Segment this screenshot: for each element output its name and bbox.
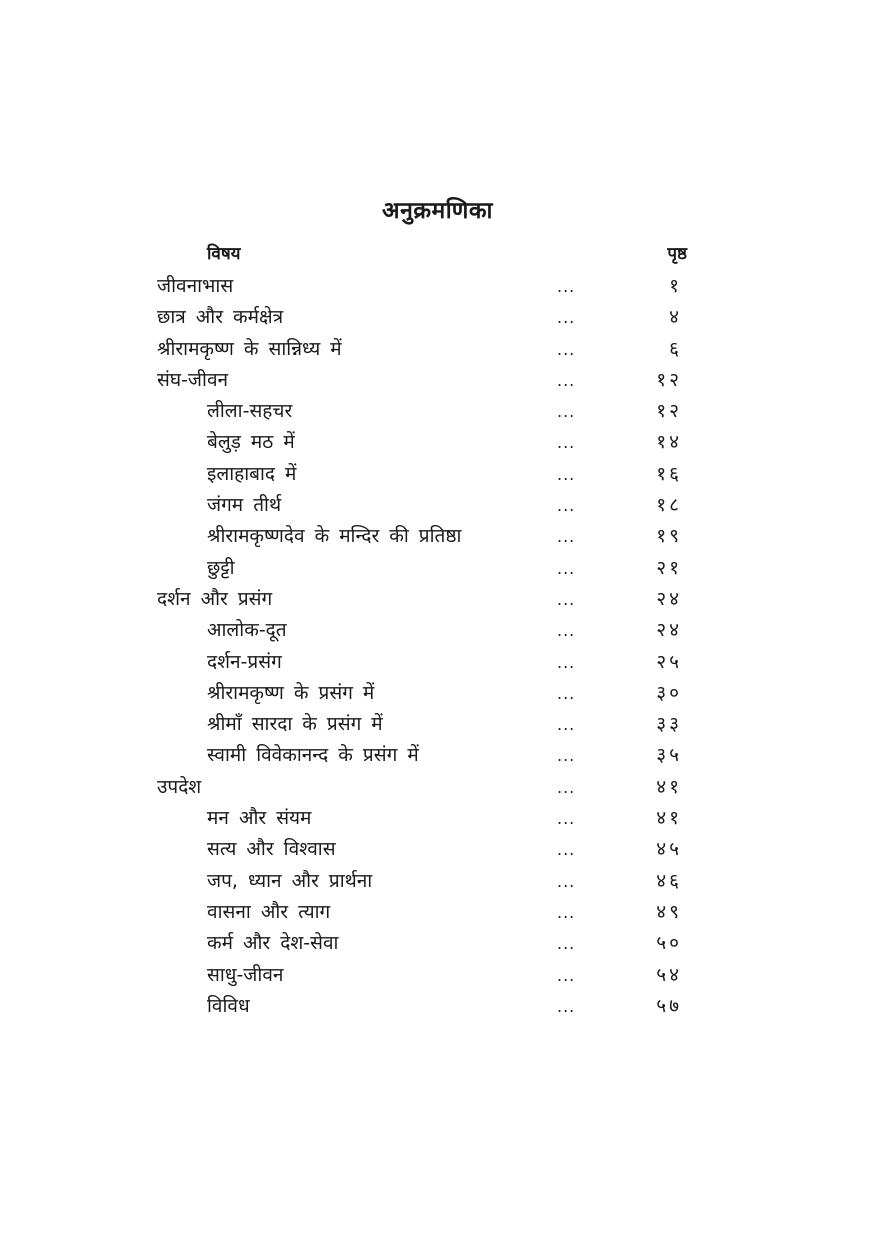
toc-entry-title: बेलुड़ मठ में [207, 431, 295, 454]
toc-page-number: ४ [669, 306, 682, 329]
toc-leader-dots: ... [557, 902, 576, 922]
toc-entry-title: संघ-जीवन [157, 368, 229, 391]
toc-page-number: १२ [656, 400, 682, 423]
toc-subentry [0, 834, 875, 865]
toc-entry-title: छुट्टी [207, 556, 235, 579]
toc-page-number: १९ [656, 525, 682, 548]
toc-leader-dots: ... [557, 996, 576, 1016]
toc-subentry [0, 427, 875, 458]
toc-page-number: २४ [656, 587, 682, 610]
toc-page-number: २१ [656, 556, 682, 579]
toc-page-number: ३३ [656, 713, 682, 736]
toc-entry-title: श्रीरामकृष्ण के सान्निध्य में [157, 337, 342, 360]
toc-leader-dots: ... [557, 652, 576, 672]
toc-subentry [0, 960, 875, 991]
toc-page-number: १२ [656, 368, 682, 391]
toc-subentry [0, 521, 875, 552]
toc-entry-title: श्रीमाँ सारदा के प्रसंग में [207, 713, 383, 736]
toc-page-number: ४५ [656, 838, 682, 861]
toc-leader-dots: ... [557, 496, 576, 516]
toc-leader-dots: ... [557, 433, 576, 453]
toc-subentry [0, 709, 875, 740]
toc-entry-title: उपदेश [157, 775, 202, 798]
toc-leader-dots: ... [557, 840, 576, 860]
subject-column-header: विषय [207, 244, 241, 264]
toc-leader-dots: ... [557, 308, 576, 328]
toc-page-number: ५४ [656, 963, 682, 986]
toc-entry-title: दर्शन और प्रसंग [157, 587, 273, 610]
toc-leader-dots: ... [557, 339, 576, 359]
toc-subentry [0, 897, 875, 928]
toc-leader-dots: ... [557, 277, 576, 296]
toc-page-number: १६ [656, 462, 682, 485]
page-column-header: पृष्ठ [667, 244, 687, 264]
toc-leader-dots: ... [557, 809, 576, 829]
toc-subentry [0, 991, 875, 1022]
toc-entry [0, 302, 875, 333]
toc-leader-dots: ... [557, 871, 576, 891]
toc-entry [0, 271, 875, 302]
toc-leader-dots: ... [557, 402, 576, 422]
toc-entry [0, 772, 875, 803]
toc-leader-dots: ... [557, 558, 576, 578]
toc-page-number: ३५ [656, 744, 682, 767]
toc-page-number: ४६ [656, 869, 682, 892]
toc-subentry [0, 459, 875, 490]
toc-entry-title: जंगम तीर्थ [207, 494, 282, 517]
toc-entry-title: जप, ध्यान और प्रार्थना [207, 869, 373, 892]
toc-leader-dots: ... [557, 746, 576, 766]
toc-entry-title: कर्म और देश-सेवा [207, 932, 339, 955]
toc-page-number: ५० [656, 932, 682, 955]
toc-subentry [0, 615, 875, 646]
toc-entry-title: सत्य और विश्वास [207, 838, 336, 861]
toc-page-number: ४१ [656, 775, 682, 798]
toc-subentry [0, 740, 875, 771]
toc-entry-title: साधु-जीवन [207, 963, 284, 986]
toc-entry [0, 365, 875, 396]
toc-entry-title: स्वामी विवेकानन्द के प्रसंग में [207, 744, 419, 767]
toc-entry-title: वासना और त्याग [207, 900, 331, 923]
toc-page-number: १ [669, 275, 682, 297]
toc-leader-dots: ... [557, 370, 576, 390]
toc-entry-title: आलोक-दूत [207, 619, 287, 642]
toc-subentry [0, 553, 875, 584]
toc-leader-dots: ... [557, 965, 576, 985]
toc-subentry [0, 928, 875, 959]
toc-page-number: ६ [669, 337, 682, 360]
toc-subentry [0, 647, 875, 678]
toc-entry [0, 584, 875, 615]
toc-page-number: ३० [656, 681, 682, 704]
table-of-contents [0, 271, 875, 1022]
toc-entry [0, 334, 875, 365]
toc-entry-title: श्रीरामकृष्णदेव के मन्दिर की प्रतिष्ठा [207, 525, 462, 548]
toc-page-number: १८ [656, 494, 682, 517]
toc-leader-dots: ... [557, 683, 576, 703]
toc-leader-dots: ... [557, 527, 576, 547]
toc-entry-title: मन और संयम [207, 807, 312, 830]
toc-page-number: ४९ [656, 900, 682, 923]
toc-subentry [0, 803, 875, 834]
toc-page-number: २४ [656, 619, 682, 642]
toc-page-number: ४१ [656, 807, 682, 830]
toc-page-number: १४ [656, 431, 682, 454]
toc-subentry [0, 678, 875, 709]
toc-leader-dots: ... [557, 777, 576, 797]
toc-entry-title: लीला-सहचर [207, 400, 293, 423]
toc-subentry [0, 866, 875, 897]
toc-leader-dots: ... [557, 464, 576, 484]
toc-leader-dots: ... [557, 715, 576, 735]
toc-subentry [0, 396, 875, 427]
toc-entry-title: इलाहाबाद में [207, 462, 297, 485]
toc-entry-title: छात्र और कर्मक्षेत्र [157, 306, 284, 329]
page-title: अनुक्रमणिका [382, 198, 493, 224]
toc-leader-dots: ... [557, 589, 576, 609]
toc-entry-title: विविध [207, 994, 250, 1017]
toc-subentry [0, 490, 875, 521]
toc-page-number: ५७ [656, 994, 682, 1017]
toc-entry-title: श्रीरामकृष्ण के प्रसंग में [207, 681, 375, 704]
toc-leader-dots: ... [557, 934, 576, 954]
toc-page-number: २५ [656, 650, 682, 673]
toc-entry-title: जीवनाभास [157, 275, 234, 297]
toc-header [0, 241, 875, 269]
toc-entry-title: दर्शन-प्रसंग [207, 650, 282, 673]
toc-leader-dots: ... [557, 621, 576, 641]
